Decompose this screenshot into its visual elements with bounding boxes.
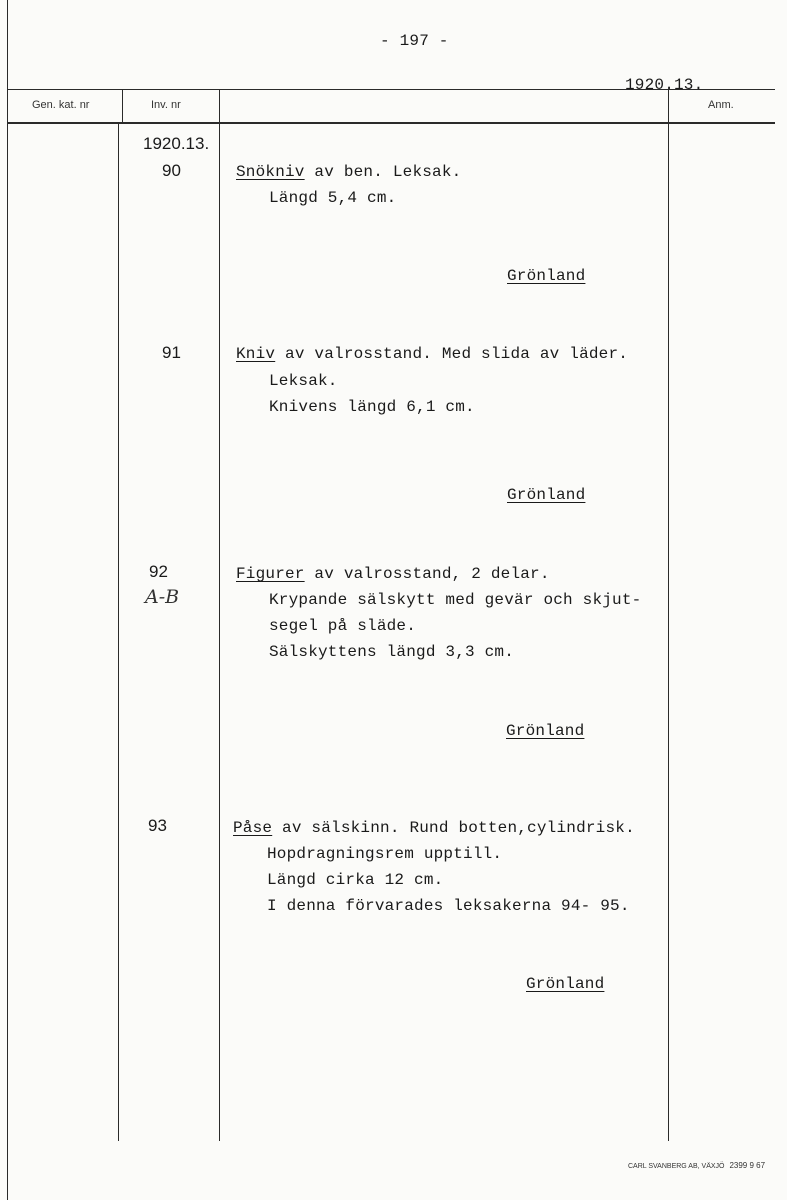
entry-title-line: [236, 163, 461, 181]
entry-description-line: Sälskyttens längd 3,3 cm.: [269, 643, 515, 661]
printer-name: CARL SVANBERG AB, VÄXJÖ: [628, 1163, 725, 1170]
inventory-number: 93: [148, 816, 167, 835]
column-header-gen-kat-nr: Gen. kat. nr: [32, 99, 90, 111]
handwritten-annotation: A-B: [145, 586, 180, 608]
entry-place: Grönland: [507, 267, 586, 285]
column-header-inv-nr: Inv. nr: [151, 99, 181, 111]
entry-title-rest: av sälskinn. Rund botten,cylindrisk.: [272, 819, 635, 837]
entry-description-line: segel på släde.: [269, 617, 417, 635]
entry-title-line: [236, 345, 628, 363]
entry-title-rest: av valrosstand, 2 delar.: [304, 565, 550, 583]
inventory-number: 91: [162, 343, 181, 362]
entry-description-line: Knivens längd 6,1 cm.: [269, 398, 475, 416]
entry-description-line: Leksak.: [269, 372, 338, 390]
entry-title: Snökniv: [236, 163, 305, 181]
inventory-number: 90: [162, 161, 181, 180]
entry-place: Grönland: [507, 486, 586, 504]
column-rule-text-anm: [668, 89, 669, 1141]
entry-title-rest: av valrosstand. Med slida av läder.: [275, 345, 629, 363]
entry-title: Påse: [233, 819, 273, 837]
entry-title-line: [236, 565, 550, 583]
entry-description-line: Krypande sälskytt med gevär och skjut-: [269, 591, 642, 609]
entry-title: Kniv: [236, 345, 276, 363]
entry-title-line: [233, 819, 635, 837]
page-number: - 197 -: [380, 32, 449, 50]
catalog-reference: 1920.13.: [143, 134, 210, 153]
inventory-number: 92: [149, 562, 168, 581]
entry-description-line: Längd cirka 12 cm.: [267, 871, 444, 889]
entry-place: Grönland: [506, 722, 585, 740]
entry-title: Figurer: [236, 565, 305, 583]
left-margin-rule: [7, 0, 8, 1200]
printer-imprint: [628, 1161, 765, 1170]
column-header-anm: Anm.: [708, 99, 734, 111]
column-rule-gen-inv: [122, 89, 123, 124]
entry-title-rest: av ben. Leksak.: [304, 163, 462, 181]
header-catalog-number: 1920.13.: [625, 76, 704, 94]
column-rule-inv-text: [219, 89, 220, 1141]
entry-description-line: Hopdragningsrem upptill.: [267, 845, 503, 863]
entry-place: Grönland: [526, 975, 605, 993]
entry-description-line: Längd 5,4 cm.: [269, 189, 397, 207]
form-code: 2399 9 67: [729, 1161, 766, 1170]
column-rule-gen-left: [118, 124, 119, 1141]
entry-description-line: I denna förvarades leksakerna 94- 95.: [267, 897, 630, 915]
